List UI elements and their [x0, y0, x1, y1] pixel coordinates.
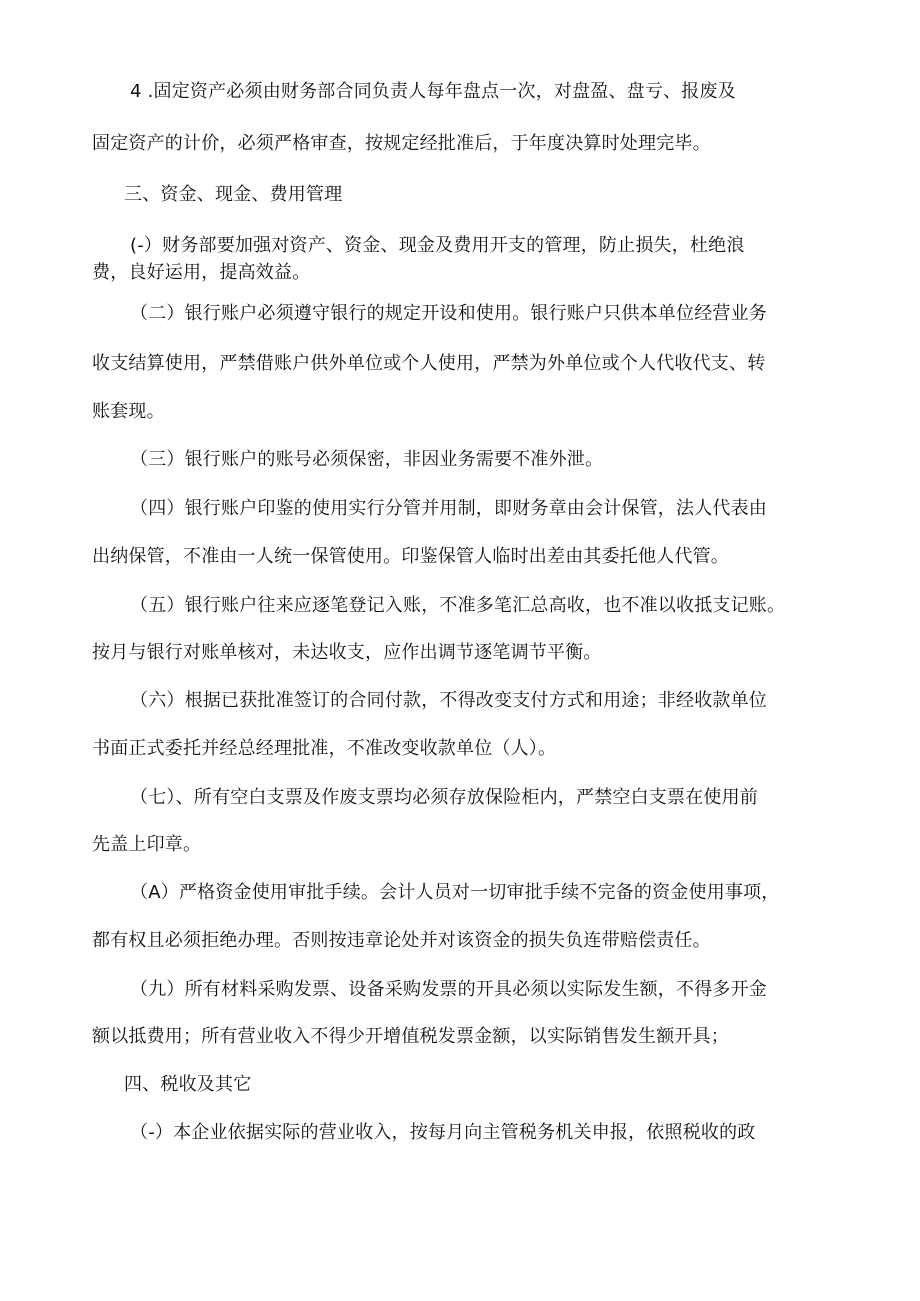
paragraph-9-line-2: 额以抵费用；所有营业收入不得少开增值税发票金额，以实际销售发生额开具；	[92, 1026, 729, 1047]
paragraph-7-line-1: （七）、所有空白支票及作废支票均必须存放保险柜内，严禁空白支票在使用前	[130, 787, 758, 808]
paragraph-7-line-2: 先盖上印章。	[92, 834, 202, 855]
paragraph-1-line-2: 费，良好运用，提高效益。	[92, 262, 311, 283]
section-heading-funds: 三、资金、现金、费用管理	[124, 184, 343, 205]
paragraph-1-line-1: (-）财务部要加强对资产、资金、现金及费用开支的管理，防止损失，杜绝浪	[130, 235, 745, 256]
paragraph-2-line-3: 账套现。	[92, 401, 165, 422]
paragraph-2-line-1: （二）银行账户必须遵守银行的规定开设和使用。银行账户只供本单位经营业务	[130, 303, 767, 324]
paragraph-fixed-assets-line-2: 固定资产的计价，必须严格审查，按规定经批准后，于年度决算时处理完毕。	[92, 133, 711, 154]
paragraph-6-line-1: （六）根据已获批准签订的合同付款，不得改变支付方式和用途；非经收款单位	[130, 690, 767, 711]
paragraph-8-line-1: （A）严格资金使用审批手续。会计人员对一切审批手续不完备的资金使用事项，	[130, 882, 780, 903]
paragraph-fixed-assets-line-1: 4 .固定资产必须由财务部合同负责人每年盘点一次，对盘盈、盘亏、报废及	[130, 81, 736, 102]
paragraph-9-line-1: （九）所有材料采购发票、设备采购发票的开具必须以实际发生额，不得多开金	[130, 979, 767, 1000]
section-heading-tax: 四、税收及其它	[124, 1074, 252, 1095]
paragraph-6-line-2: 书面正式委托并经总经理批准，不准改变收款单位（人）。	[92, 738, 557, 759]
paragraph-4-line-1: （四）银行账户印鉴的使用实行分管并用制，即财务章由会计保管，法人代表由	[130, 498, 767, 519]
paragraph-8-line-2: 都有权且必须拒绝办理。否则按违章论处并对该资金的损失负连带赔偿责任。	[92, 930, 711, 951]
paragraph-4-line-2: 出纳保管，不准由一人统一保管使用。印鉴保管人临时出差由其委托他人代管。	[92, 546, 729, 567]
paragraph-3-line-1: （三）银行账户的账号必须保密，非因业务需要不准外泄。	[130, 449, 604, 470]
paragraph-tax-1-line-1: （-）本企业依据实际的营业收入，按每月向主管税务机关申报，依照税收的政	[130, 1122, 756, 1143]
paragraph-5-line-1: （五）银行账户往来应逐笔登记入账，不准多笔汇总高收，也不准以收抵支记账。	[130, 595, 786, 616]
paragraph-2-line-2: 收支结算使用，严禁借账户供外单位或个人使用，严禁为外单位或个人代收代支、转	[92, 353, 766, 374]
paragraph-5-line-2: 按月与银行对账单核对，未达收支，应作出调节逐笔调节平衡。	[92, 642, 602, 663]
